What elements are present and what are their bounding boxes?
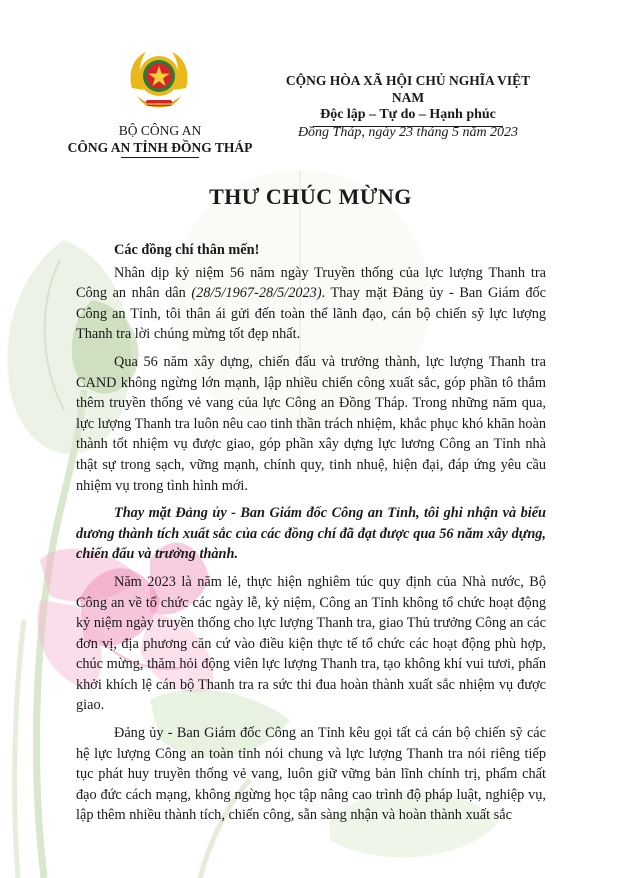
paragraph-1: [76, 263, 546, 345]
paragraph-4: Năm 2023 là năm lẻ, thực hiện nghiêm túc quy định của Nhà nước, Bộ Công an về tổ chức các ngày lễ, kỷ niệm, Công an Tỉnh không tổ chức hoạt động kỷ niệm ngày truyền thống cho lực lượng Thanh tra, giao Thủ trưởng Công an các đơn vị, địa phương căn cứ vào điều kiện thực tế tổ chức các hoạt động phù hợp, chúc mừng, thăm hỏi động viên lực lượng Thanh tra, tạo không khí vui tươi, phấn khởi khích lệ cán bộ Thanh tra ra sức thi đua hoàn thành xuất sắc nhiệm vụ được giao.: [76, 573, 546, 714]
paragraph-3: Thay mặt Đảng ủy - Ban Giám đốc Công an Tỉnh, tôi ghi nhận và biểu dương thành tích xuất sắc của các đồng chí đã đạt được qua 56 năm xây dựng, chiến đấu và trưởng thành.: [76, 505, 546, 563]
national-motto: Độc lập – Tự do – Hạnh phúc: [320, 107, 496, 122]
nation-name: CỘNG HÒA XÃ HỘI CHỦ NGHĨA VIỆT NAM: [285, 73, 531, 105]
department-name: CÔNG AN TỈNH ĐỒNG THÁP: [67, 140, 253, 155]
paragraph-1-text-b: . Thay mặt Đảng ủy - Ban Giám đốc Công an Tỉnh, tôi thân ái gửi đến toàn thể lãnh đạo, cán bộ chiến sỹ lực lượng Thanh tra lời chúng mừng tốt đẹp nhất.: [76, 285, 546, 343]
paragraph-2: Qua 56 năm xây dựng, chiến đấu và trưởng thành, lực lượng Thanh tra CAND không ngừng lớn mạnh, lập nhiều chiến công xuất sắc, góp phần tô thắm thêm truyền thống vẻ vang của lực Công an Đồng Tháp. Trong những năm qua, lực lượng Thanh tra luôn nêu cao tinh thần trách nhiệm, khắc phục khó khăn hoàn thành tốt nhiệm vụ được giao, góp phần xây dựng lực lương Công an Tỉnh nhà thật sự trong sạch, vững mạnh, chính quy, tinh nhuệ, hiện đại, đáp ứng yêu cầu nhiệm vụ trong tình hình mới.: [76, 353, 546, 494]
paragraph-1-text-a: Nhân dịp kỷ niệm 56 năm ngày Truyền thống của lực lượng Thanh tra Công an nhân dân: [76, 264, 546, 302]
place-date: Đồng Tháp, ngày 23 tháng 5 năm 2023: [297, 125, 519, 140]
issuing-agency: [60, 122, 260, 158]
letter-title: THƯ CHÚC MỪNG: [209, 184, 412, 209]
letter-body: [76, 240, 546, 833]
police-emblem-icon: [126, 44, 192, 116]
ministry-name: BỘ CÔNG AN: [118, 123, 202, 138]
paragraph-5: Đảng ủy - Ban Giám đốc Công an Tỉnh kêu gọi tất cả cán bộ chiến sỹ các hệ lực lượng Công an toàn tỉnh nói chung và lực lượng Thanh tra nói riêng tiếp tục phát huy truyền thống vẻ vang, luôn giữ vững bản lĩnh chính trị, phẩm chất đạo đức cách mạng, không ngừng học tập nâng cao trình độ pháp luật, nghiệp vụ, lập thêm nhiều thành tích, chiến công, sẵn sàng nhận và hoàn thành xuất sắc: [76, 725, 546, 824]
department-underline: [121, 157, 199, 158]
national-heading: [272, 72, 544, 127]
salutation: Các đồng chí thân mến!: [114, 242, 260, 258]
anniversary-dates: (28/5/1967-28/5/2023): [191, 285, 322, 302]
